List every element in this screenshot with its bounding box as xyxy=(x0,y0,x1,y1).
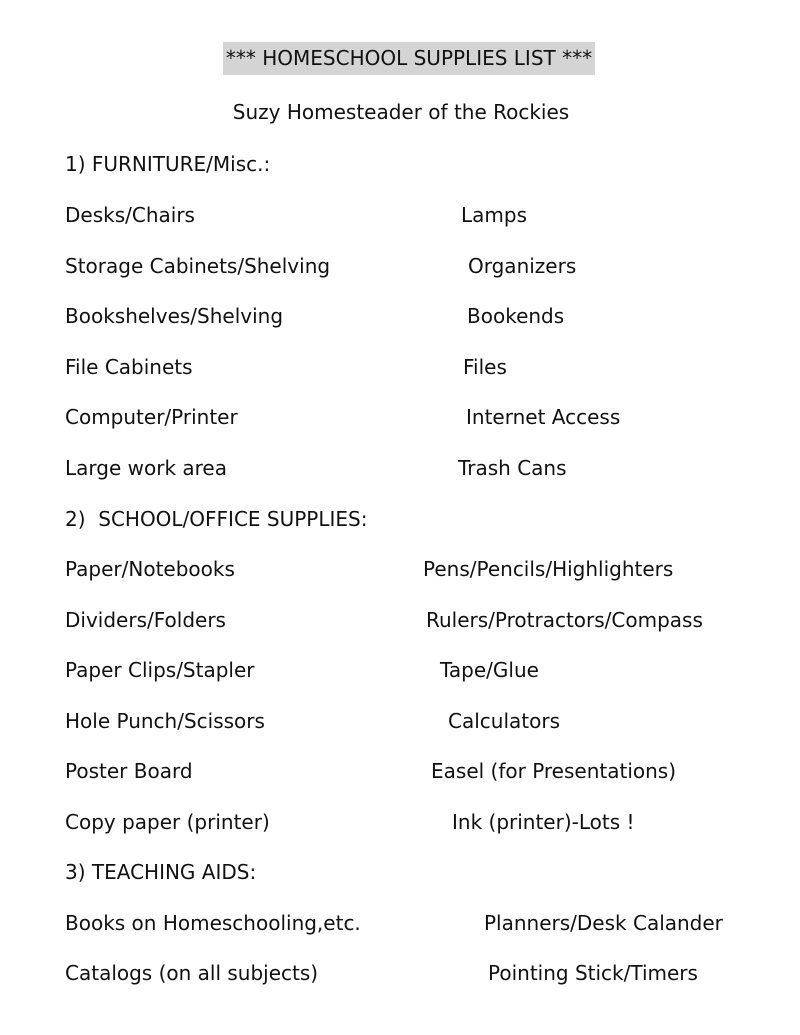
list-item: Organizers xyxy=(468,254,577,278)
list-item: Hole Punch/Scissors xyxy=(65,709,265,733)
list-item: Files xyxy=(463,355,507,379)
list-item: Poster Board xyxy=(65,759,193,783)
list-item: Paper Clips/Stapler xyxy=(65,658,255,682)
list-item: Paper/Notebooks xyxy=(65,557,235,581)
list-item: Lamps xyxy=(461,203,527,227)
list-item: Bookshelves/Shelving xyxy=(65,304,284,328)
list-item: File Cabinets xyxy=(65,355,193,379)
list-item: Catalogs (on all subjects) xyxy=(65,961,319,985)
list-item: Tape/Glue xyxy=(440,658,539,682)
list-item: Internet Access xyxy=(466,405,621,429)
list-item: Books on Homeschooling,etc. xyxy=(65,911,361,935)
list-item: Computer/Printer xyxy=(65,405,238,429)
list-item: Easel (for Presentations) xyxy=(431,759,677,783)
list-item: Rulers/Protractors/Compass xyxy=(426,608,703,632)
list-item: Desks/Chairs xyxy=(65,203,195,227)
list-item: Pointing Stick/Timers xyxy=(488,961,698,985)
list-item: Large work area xyxy=(65,456,227,480)
list-item: Storage Cabinets/Shelving xyxy=(65,254,331,278)
list-item: Calculators xyxy=(448,709,560,733)
list-item: Planners/Desk Calander xyxy=(484,911,723,935)
list-item: Copy paper (printer) xyxy=(65,810,270,834)
page-title xyxy=(0,46,800,70)
page-title-text: *** HOMESCHOOL SUPPLIES LIST *** xyxy=(223,42,595,75)
list-item: Pens/Pencils/Highlighters xyxy=(423,557,674,581)
section-heading-teaching-aids: 3) TEACHING AIDS: xyxy=(65,860,257,884)
list-item: Ink (printer)-Lots ! xyxy=(452,810,635,834)
list-item: Dividers/Folders xyxy=(65,608,226,632)
section-heading-school-office: 2) SCHOOL/OFFICE SUPPLIES: xyxy=(65,507,368,531)
section-heading-furniture: 1) FURNITURE/Misc.: xyxy=(65,152,271,176)
page-subtitle: Suzy Homesteader of the Rockies xyxy=(232,100,570,124)
list-item: Bookends xyxy=(467,304,565,328)
list-item: Trash Cans xyxy=(458,456,567,480)
